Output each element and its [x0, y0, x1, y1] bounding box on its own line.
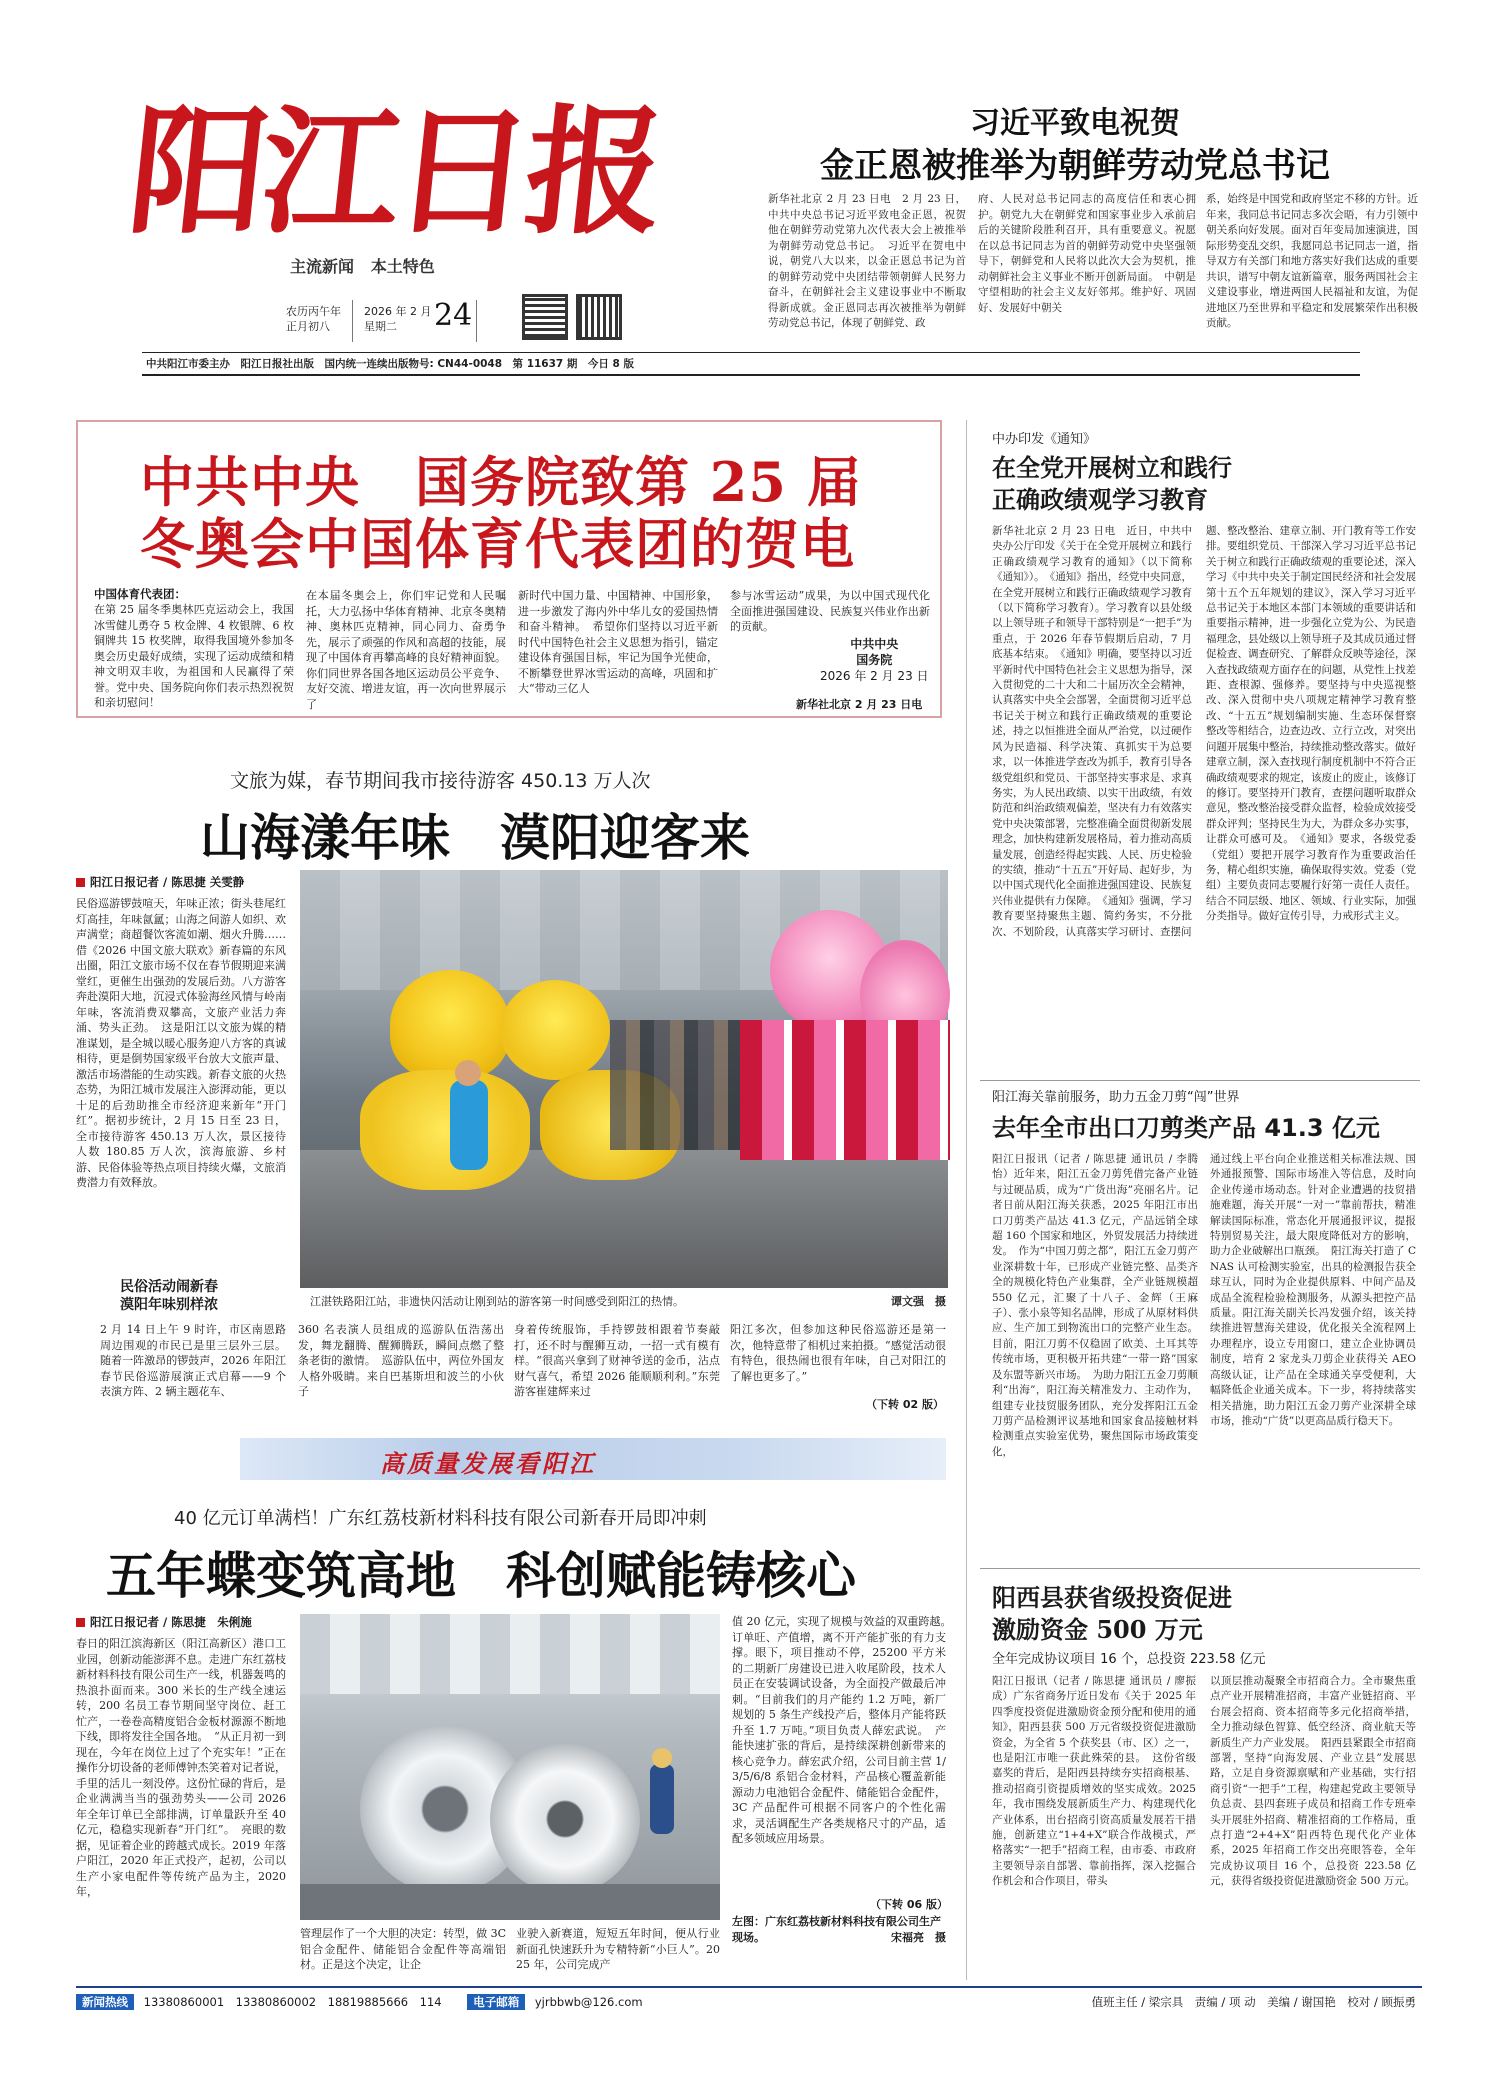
qr-code-2[interactable]	[576, 294, 622, 340]
hotline-label: 新闻热线	[76, 1994, 134, 2010]
tech-kicker: 40 亿元订单满档！广东红荔枝新材料科技有限公司新春开局即冲刺	[174, 1508, 707, 1529]
customs-kicker: 阳江海关靠前服务，助力五金刀剪“闯”世界	[992, 1090, 1240, 1105]
yangxi-headline-2: 激励资金 500 万元	[992, 1615, 1203, 1644]
lead-signature	[820, 636, 929, 684]
factory-photo	[300, 1614, 720, 1920]
yangxi-subhead: 全年完成协议项目 16 个，总投资 223.58 亿元	[992, 1652, 1266, 1667]
top-news-col-2: 府、人民对总书记同志的高度信任和衷心拥护。朝党九大在朝鲜党和国家事业步入承前启后的关键阶段胜利召开，具有重要意义。祝愿在以总书记同志为首的朝鲜劳动党中央坚强领导下，朝鲜党和人民将以此次大会为契机，推动朝鲜社会主义事业不断开创新局面。 中朝是守望相助的社会主义友好邻邦。维护好、巩固好、发展好中朝关	[978, 193, 1196, 314]
tech-headline: 五年蝶变筑高地 科创赋能铸核心	[106, 1546, 856, 1605]
customs-headline: 去年全市出口刀剪类产品 41.3 亿元	[992, 1114, 1380, 1142]
qr-code-1[interactable]	[522, 294, 568, 340]
lead-salutation: 中国体育代表团：	[94, 587, 186, 601]
yellow-lion-1	[390, 970, 510, 1080]
tourism-byline-text: 阳江日报记者 / 陈思捷 关雯静	[90, 875, 245, 889]
date-weekday: 星期二	[364, 320, 397, 333]
tech-photo-credit: 宋福亮 摄	[891, 1931, 946, 1944]
tourism-col-b2: 360 名表演人员组成的巡游队伍浩荡出发，舞龙翻腾、醒狮腾跃，瞬间点燃了整条老街的激情。 巡游队伍中，两位外国友人格外吸睛。来自巴基斯坦和波兰的小伙子	[298, 1323, 504, 1398]
slogan	[290, 254, 435, 277]
publisher-line: 中共阳江市委主办 阳江日报社出版 国内统一连续出版物号: CN44-0048 第 11637 期 今日 8 版	[146, 358, 634, 370]
yangxi-col-2: 以顶层推动凝聚全市招商合力。全市聚焦重点产业开展精准招商，丰富产业链招商、平台展会招商、资本招商等多元化招商举措，全力推动绿色智算、低空经济、商业航天等新质生产力产业发展。 阳西县紧跟全市招商部署，坚持“向海发展、产业立县”发展思路，立足自身资源禀赋和产业基础，实行招商引资“一把手”工程，构建起党政主要领导负总责、县四套班子成员和招商工作专班牵头开展驻外招商、精准招商的工作格局，重点打造“2+4+X”阳西特色现代化产业体系，2025 年招商工作交出亮眼答卷，全年完成协议项目 16 个，总投资 223.58 亿元，获得省级投资促进激励资金 500 万元。	[1210, 1675, 1416, 1888]
performer	[450, 1080, 488, 1170]
notice-col-2: 题、整改整治、建章立制、开门教育等工作安排。要组织党员、干部深入学习习近平总书记关于树立和践行正确政绩观的重要论述，深入学习《中共中央关于制定国民经济和社会发展第十五个五年规划的建议》，深入学习习近平总书记关于本地区本部门本领域的重要讲话和重要指示精神，进一步强化立党为公、为民造福理念，县处级以上领导班子及其成员通过督促检查、调查研究、了解群众反映等途径，深入查找政绩观方面存在的问题，从党性上找差距、查根源、强修养。要坚持与中央巡视整改、深入贯彻中央八项规定精神学习教育整改、“十五五”规划编制实施、生态环保督察整改等相结合，边查边改、立行立改，对突出问题开展集中整治，持续推动整改落实。做好建章立制，深入查找现行制度机制中不符合正确政绩观要求的规定，该废止的废止，该修订的修订。要坚持开门教育，查摆问题听取群众意见，整改整治接受群众监督，检验成效接受群众评判；坚持民生为大，为群众多办实事，让群众可感可及。 《通知》要求，各级党委（党组）要把开展学习教育作为重要政治任务，精心组织实施，确保取得实效。党委（党组）主要负责同志要履行好第一责任人责任。结合不同层级、地区、领域、行业实际，加强分类指导。做好宣传引导，力戒形式主义。	[1206, 525, 1416, 923]
worker	[650, 1764, 674, 1834]
lunar-day: 正月初八	[286, 320, 330, 333]
tourism-subhead-2: 漠阳年味别样浓	[120, 1297, 218, 1313]
staff-credits: 值班主任 / 梁宗具 责编 / 项 动 美编 / 谢国艳 校对 / 顾振勇	[1091, 1995, 1416, 2009]
lead-col-3: 新时代中国力量、中国精神、中国形象，进一步激发了海内外中华儿女的爱国热情和奋斗精神。 希望你们坚持以习近平新时代中国特色社会主义思想为指引，锚定建设体育强国目标，牢记为国争光使命，不断攀登世界冰雪运动的高峰，巩固和扩大“带动三亿人	[518, 589, 718, 695]
notice-col-1: 新华社北京 2 月 23 日电 近日，中共中央办公厅印发《关于在全党开展树立和践行正确政绩观学习教育的通知》（以下简称《通知》）。 《通知》指出，经党中央同意，在全党开展树立和践行正确政绩观学习教育（以下简称学习教育）。学习教育以县处级以上领导班子和领导干部特别是“一把手”为重点，于 2026 年春节假期后启动，7 月底基本结束。 《通知》明确，要坚持以习近平新时代中国特色社会主义思想为指导，深入贯彻党的二十大和二十届历次全会精神，认真落实中央全会部署，全面贯彻习近平总书记关于树立和践行正确政绩观的重要论述，持之以恒推进全面从严治党，以过硬作风为民造福、科学决策、真抓实干为总要求，以一体推进学查改为抓手，教育引导各级党组织和党员、干部坚持实事求是、求真务实，为人民出政绩、以实干出政绩，有效防范和纠治政绩观偏差，坚决有力有效落实党中央决策部署，完整准确全面贯彻新发展理念，加快构建新发展格局，着力推动高质量发展，创造经得起实践、人民、历史检验的实绩，推动“十五五”开好局、起好步，为以中国式现代化全面推进强国建设、民族复兴伟业提供有力保障。 《通知》强调，学习教育要坚持聚焦主题、简约务实，不分批次、不划阶段，认真落实学习研讨、查摆问	[992, 525, 1192, 938]
customs-col-2: 通过线上平台向企业推送相关标准法规、国外通报预警、国际市场准入等信息，及时向企业传递市场动态。针对企业遭遇的技贸措施难题，海关开展“一对一”靠前帮扶，精准解读国际标准，常态化开展通报评议，提报特别贸易关注，最大限度降低对方的影响，助力企业破解出口瓶颈。 阳江海关打造了 CNAS 认可检测实验室，出具的检测报告获全球互认，同时为企业提供原料、中间产品及成品全流程检验检测服务，从源头把控产品质量。阳江海关副关长冯发强介绍，该关持续推进智慧海关建设，优化报关全流程网上办理程序，设立专用窗口，建立企业协调员制度，培育 2 家龙头刀剪企业获得关 AEO 高级认证，让产品在全球通关享受便利，大幅降低企业通关成本。下一步，将持续落实相关措施，助力阳江五金刀剪产业深耕全球市场，推动“广货”以更高品质行稳天下。	[1210, 1153, 1416, 1427]
top-news-col-1: 新华社北京 2 月 23 日电 2 月 23 日，中共中央总书记习近平致电金正恩，祝贺他在朝鲜劳动党第九次代表大会上被推举为朝鲜劳动党总书记。 习近平在贺电中说，朝党八大以来，以金正恩总书记为首的朝鲜劳动党中央团结带领朝鲜人民努力奋斗，在朝鲜社会主义建设事业中不断取得新成就。金正恩同志再次被推举为朝鲜劳动党总书记，体现了朝鲜党、政	[768, 193, 966, 329]
email-label: 电子邮箱	[467, 1994, 525, 2010]
photo-caption-text: 江湛铁路阳江站，非遗快闪活动让刚到站的游客第一时间感受到阳江的热情。	[310, 1295, 684, 1308]
tech-col-4: 值 20 亿元，实现了规模与效益的双重跨越。 订单旺、产值增，离不开产能扩张的有力支撑。眼下，项目推动不停，25200 平方米的二期新厂房建设已进入收尾阶段，技术人员正在安装调试设备，为全面投产做最后冲刺。“目前我们的月产能约 1.2 万吨，新厂规划的 5 条生产线投产后，整体月产能将跃升至 1.7 万吨。”项目负责人薛宏武说。 产能快速扩张的背后，是持续深耕创新带来的核心竞争力。薛宏武介绍，公司目前主营 1/3/5/6/8 系铝合金材料，产品核心覆盖新能源动力电池铝合金配件、储能铝合金配件，3C 产品配件可根据不同客户的个性化需求，灵活调配生产各类规格尺寸的产品，适配多领域应用场景。	[732, 1615, 957, 1845]
customs-col-1: 阳江日报讯（记者 / 陈思捷 通讯员 / 李腾怡）近年来，阳江五金刀剪凭借完备产业链与过硬品质，成为“广货出海”亮丽名片。记者日前从阳江海关获悉，2025 年阳江市出口刀剪类产品达 41.3 亿元，产品远销全球超 160 个国家和地区，外贸发展活力持续迸发。 作为“中国刀剪之都”，阳江五金刀剪产业深耕数十年，已形成产业链完整、品类齐全的规模化特色产业集群，全产业链规模超 550 亿元，汇聚了十八子、金辉（王麻子）、张小泉等知名品牌，形成了从原材料供应、生产加工到物流出口的完整产业生态。目前，阳江刀剪不仅稳固了欧美、土耳其等传统市场，更积极开拓共建“一带一路”国家及东盟等新兴市场。 为助力阳江五金刀剪顺利“出海”，阳江海关精准发力、主动作为，组建专业技贸服务团队，充分发挥阳江五金刀剪产品检测评议基地和国家食品接触材料检测重点实验室优势，聚焦国际市场政策变化，	[992, 1153, 1198, 1458]
aluminum-coil-2	[490, 1744, 640, 1894]
tourism-kicker: 文旅为媒，春节期间我市接待游客 450.13 万人次	[230, 770, 651, 792]
tourism-col-b3: 身着传统服饰，手持锣鼓相跟着节奏敲打，还不时与醒狮互动，一招一式有模有样。“很高兴拿到了财神爷送的金币，沾点财气喜气，希望 2026 能顺顺利利。”东莞游客崔建辉来过	[514, 1323, 720, 1398]
notice-kicker: 中办印发《通知》	[992, 432, 1097, 447]
footer-bar	[76, 1994, 1422, 2016]
tech-byline	[76, 1614, 252, 1630]
yellow-lion-2	[500, 980, 610, 1080]
slogan-1: 主流新闻	[290, 257, 355, 276]
photo-credit: 谭文强 摄	[891, 1295, 946, 1308]
tourism-subhead	[120, 1278, 218, 1314]
lion-dance-photo	[300, 870, 948, 1288]
logo-text: 阳江日报	[121, 90, 667, 253]
tech-photo-caption	[732, 1914, 946, 1946]
lead-col-1: 在第 25 届冬季奥林匹克运动会上，我国冰雪健儿勇夺 5 枚金牌、4 枚银牌、6 枚铜牌共 15 枚奖牌，取得我国境外参加冬奥会历史最好成绩，实现了运动成绩和精神文明双丰收，为祖国和人民赢得了荣誉。党中央、国务院向你们表示热烈祝贺和亲切慰问！	[94, 603, 294, 709]
lead-col-2: 在本届冬奥会上，你们牢记党和人民嘱托，大力弘扬中华体育精神、北京冬奥精神、奥林匹克精神，同心同力、奋勇争先，展示了顽强的作风和高超的技能，展现了中国体育再攀高峰的良好精神面貌。你们同世界各国各地区运动员公平竞争、友好交流、增进友谊，再一次向世界展示了	[306, 589, 506, 711]
hotline-numbers[interactable]: 13380860001 13380860002 18819885666 114	[143, 1995, 442, 2009]
top-news-col-3: 系，始终是中国党和政府坚定不移的方针。近年来，我同总书记同志多次会晤，有力引领中朝关系向好发展。面对百年变局加速演进，国际形势变乱交织，我愿同总书记同志一道，指导双方有关部门和地方落实好我们达成的重要共识，谱写中朝友谊新篇章，服务两国社会主义建设事业，增进两国人民福祉和友谊，为促进地区乃至世界和平稳定和发展繁荣作出积极贡献。	[1206, 193, 1418, 329]
tech-continued[interactable]: （下转 06 版）	[870, 1898, 948, 1911]
tech-caption-text: 左图：广东红荔枝新材料科技有限公司生产现场。	[732, 1915, 941, 1944]
top-news-headline-2: 金正恩被推举为朝鲜劳动党总书记	[820, 146, 1330, 186]
lead-dateline: 新华社北京 2 月 23 日电	[796, 698, 923, 711]
slogan-2: 本土特色	[370, 257, 435, 276]
tourism-col-b1: 2 月 14 日上午 9 时许，市区南恩路周边围观的市民已是里三层外三层。随着一阵激昂的锣鼓声，2026 年阳江春节民俗巡游展演正式启幕——9 个表演方阵、2 辆主题花车、	[100, 1323, 286, 1398]
notice-headline-1: 在全党开展树立和践行	[992, 453, 1232, 482]
sign-state-council: 国务院	[856, 653, 893, 667]
sign-cpc: 中共中央	[850, 637, 899, 651]
tourism-continued[interactable]: （下转 02 版）	[866, 1398, 944, 1411]
masthead-logo	[121, 90, 667, 253]
tourism-byline	[76, 874, 244, 890]
lunar-year: 农历丙午年	[286, 305, 341, 318]
lead-headline-2: 冬奥会中国体育代表团的贺电	[140, 512, 855, 576]
top-news-headline-1: 习近平致电祝贺	[970, 106, 1180, 141]
tourism-col-b4: 阳江多次，但参加这种民俗巡游还是第一次，他特意带了相机过来拍摄。“感觉活动很有特色，很热闹也很有年味，自己对阳江的了解也更多了。”	[730, 1323, 946, 1383]
lead-headline-1: 中共中央 国务院致第 25 届	[140, 450, 862, 514]
high-quality-banner	[240, 1438, 946, 1480]
date-month: 2026 年 2 月	[364, 305, 432, 318]
notice-headline-2: 正确政绩观学习教育	[992, 485, 1208, 514]
tech-col-1: 春日的阳江滨海新区（阳江高新区）港口工业园，创新动能澎湃不息。走进广东红荔枝新材料科技有限公司生产一线，机器轰鸣的热浪扑面而来。300 米长的生产线全速运转，200 名员工春节期间坚守岗位、赶工忙产，一卷卷高精度铝合金板材源源不断地下线，即将发往全国各地。 “从正月初一到现在，今年在岗位上过了个充实年！”正在操作分切设备的老师傅钟杰笑着对记者说，手里的活儿一刻没停。这份忙碌的背后，是企业满满当当的强劲势头——公司 2026 年全年订单已全部排满，订单量跃升至 40 亿元，稳稳实现新春“开门红”。 亮眼的数据，见证着企业的跨越式成长。2019 年落户阳江，2020 年正式投产，起初，公司以生产小家电配件等传统产品为主，2020 年，	[76, 1637, 286, 1898]
tech-col-2: 管理层作了一个大胆的决定：转型，做 3C 铝合金配件、储能铝合金配件等高端铝材。正是这个决定，让企	[300, 1927, 506, 1971]
tourism-photo-caption	[310, 1293, 946, 1309]
date-day: 24	[434, 298, 473, 333]
yangxi-headline-1: 阳西县获省级投资促进	[992, 1583, 1232, 1612]
tourism-headline: 山海漾年味 漠阳迎客来	[200, 808, 750, 867]
tourism-subhead-1: 民俗活动闹新春	[120, 1279, 218, 1295]
sign-date: 2026 年 2 月 23 日	[820, 669, 929, 683]
yangxi-col-1: 阳江日报讯（记者 / 陈思捷 通讯员 / 廖振成）广东省商务厅近日发布《关于 2025 年四季度投资促进激励资金预分配和使用的通知》，阳西县获 500 万元省级投资促进激励资金，为全省 5 个获奖县（市、区）之一，也是阳江市唯一获此殊荣的县。 这份省级嘉奖的背后，是阳西县持续夯实招商根基、推动招商引资提质增效的坚实成效。2025 年，我市围绕发展新质生产力、构建现代化产业体系，出台招商引资高质量发展若干措施，创新建立“1+4+X”联合作战模式，严格落实“一把手”招商工程，由市委、市政府主要领导亲自部署、靠前指挥，深入挖掘合作机会和合作项目，带头	[992, 1675, 1196, 1888]
tech-byline-text: 阳江日报记者 / 陈思捷 朱俐施	[90, 1615, 252, 1629]
email-address[interactable]: yjrbbwb@126.com	[534, 1995, 643, 2009]
tourism-col-left: 民俗巡游锣鼓喧天，年味正浓；街头巷尾红灯高挂，年味氤氲；山海之间游人如织、欢声满堂；商超餐饮客流如潮、烟火升腾…… 借《2026 中国文旅大联欢》新春篇的东风出圈，阳江文旅市场不仅在春节假期迎来满堂红，更催生出强劲的发展后劲。八方游客奔赴漠阳大地，沉浸式体验海丝风情与岭南年味，客流消费双攀高，文旅产业活力奔涌、势头正劲。 这是阳江以文旅为媒的精准谋划，是全城以暖心服务迎八方客的真诚相待，更是倒势国家级平台放大文旅声量、激活市场潜能的生动实践。新春文旅的火热态势，为阳江城市发展注入澎湃动能，更以十足的后劲助推全市经济迎来新年“开门红”。据初步统计，2 月 15 日至 23 日，全市接待游客 450.13 万人次，景区接待人数 180.85 万人次，滨海旅游、乡村游、民俗体验等热点项目持续火爆，文旅消费潜力有效释放。	[76, 897, 297, 1189]
lead-col-4: 参与冰雪运动”成果，为以中国式现代化全面推进强国建设、民族复兴伟业作出新的贡献。	[730, 589, 930, 633]
tech-col-3: 业驶入新赛道，短短五年时间，便从行业新面孔快速跃升为专精特新“小巨人”。2025 年，公司完成产	[516, 1927, 720, 1971]
banner-text: 高质量发展看阳江	[380, 1449, 596, 1478]
